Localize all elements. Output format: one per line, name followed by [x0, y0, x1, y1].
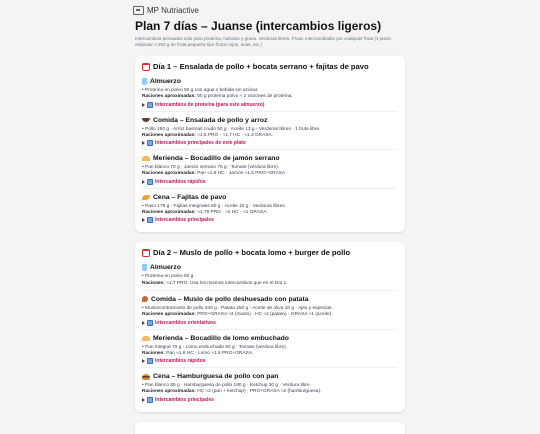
exchanges-link-text: Intercambios rápidos: [155, 178, 206, 185]
day-title: [142, 248, 397, 257]
meal-title: [142, 296, 397, 303]
rations-label: Raciones aproximadas:: [142, 94, 196, 100]
page-title: Plan 7 días – Juanse (intercambios ligeros): [135, 19, 382, 33]
laptop-icon: [133, 6, 144, 15]
meal-section: [142, 189, 397, 227]
meal-title: [142, 194, 397, 201]
sandwich-icon: [142, 336, 150, 341]
meal-title-text: Cena – Hamburguesa de pollo con pan: [153, 373, 279, 381]
day-card: [135, 242, 405, 411]
meal-section: [142, 368, 397, 406]
meal-rations: [142, 94, 397, 100]
rations-value: ≈1,75 PRO · ≈2 HC · ≈1 GRASA.: [197, 210, 268, 216]
meal-ingredients: • Muslo/contramuslo de pollo 340 g · Patata 250 g · Aceite de oliva 10 g · Ajito y especias.: [142, 305, 333, 311]
burger-icon: [142, 374, 150, 380]
exchanges-link-text: Intercambios principales: [155, 396, 214, 403]
rations-value: ≈1,7 PRO. Usa los mismos intercambios que en el Día 1.: [166, 280, 288, 286]
meal-ingredients: • Pavo 175 g · Fajitas integrales 60 g · Aceite 10 g · Verduras libres.: [142, 203, 287, 209]
rations-value: Pan ≈1,8 HC · Lomo ≈1,5 PRO+GRASA.: [166, 350, 254, 356]
calendar-icon: [142, 63, 150, 71]
exchanges-toggle[interactable]: [142, 397, 397, 403]
exchanges-link-text: Intercambios de proteína (para este almuerzo): [155, 101, 265, 108]
refresh-icon: [147, 320, 153, 326]
meal-title-text: Merienda – Bocadillo de lomo embuchado: [153, 334, 289, 342]
meal-section: [142, 112, 397, 151]
meal-section: [142, 291, 397, 330]
calendar-icon: [142, 249, 150, 257]
meal-ingredients: • Pan integral 70 g · Lomo embuchado 60 g · Tomate (verdura libre).: [142, 344, 288, 350]
meal-rations: [142, 210, 397, 216]
refresh-icon: [147, 217, 153, 223]
rations-label: Raciones aproximadas:: [142, 171, 196, 177]
meal-title: [142, 373, 397, 380]
disclosure-triangle-icon: [142, 398, 145, 402]
meal-ingredients: • Proteína en polvo 50 g con agua o bebida sin azúcar.: [142, 88, 259, 93]
meal-section: [142, 150, 397, 189]
sandwich-icon: [142, 156, 150, 161]
rations-value: Pan ≈1,8 HC · Jamón ≈1,5 PRO+GRASA.: [197, 171, 287, 177]
meal-title-text: Merienda – Bocadillo de jamón serrano: [153, 155, 280, 163]
meal-title-text: Comida – Muslo de pollo deshuesado con patata: [151, 295, 309, 303]
disclosure-triangle-icon: [142, 218, 145, 222]
disclosure-triangle-icon: [142, 141, 145, 145]
exchanges-link-text: Intercambios principales de este plato: [155, 140, 246, 147]
intro-note: Intercambios pensados solo para proteína, hidratos y grasa. Verduras libres. Fruta: intercambiable por cualquier fruta (1 pieza estándar o 250 g de fruta pequeña tipo frutos rojos, uvas, etc.): [135, 36, 391, 47]
meal-title-text: Comida – Ensalada de pollo y arroz: [153, 116, 268, 124]
next-day-card: [135, 422, 405, 434]
rations-label: Raciones aproximadas:: [142, 210, 196, 216]
meal-title: [142, 155, 397, 162]
meal-title: [142, 117, 397, 124]
meal-title: [142, 264, 397, 271]
meal-ingredients: • Pan blanco 70 g · Jamón serrano 75 g · Tomate (verdura libre).: [142, 165, 280, 171]
refresh-icon: [147, 358, 153, 364]
disclosure-triangle-icon: [142, 180, 145, 184]
meal-rations: [142, 133, 397, 139]
day-title-text: Día 2 – Muslo de pollo + bocata lomo + burger de pollo: [153, 248, 351, 258]
meal-rations: [142, 171, 397, 177]
meal-title: [142, 78, 397, 85]
disclosure-triangle-icon: [142, 359, 145, 363]
meal-rations: [142, 312, 397, 318]
cup-icon: [142, 78, 147, 85]
day-title-text: Día 1 – Ensalada de pollo + bocata serrano + fajitas de pavo: [153, 62, 369, 71]
meal-section: [142, 259, 397, 291]
meal-title-text: Cena – Fajitas de pavo: [153, 193, 227, 201]
exchanges-toggle[interactable]: [142, 320, 397, 326]
rations-label: Raciones:: [142, 350, 165, 356]
day-card: [135, 56, 405, 232]
refresh-icon: [147, 102, 153, 108]
drumstick-icon: [142, 296, 148, 302]
exchanges-link-text: Intercambios principales: [155, 217, 214, 224]
disclosure-triangle-icon: [142, 321, 145, 325]
refresh-icon: [147, 397, 153, 403]
meal-section: [142, 73, 397, 112]
rations-value: 50 g proteína polvo ≈ 2 raciones de proteína.: [197, 94, 293, 100]
rations-label: Raciones aproximadas:: [142, 389, 196, 395]
exchanges-link-text: Intercambios rápidos: [155, 358, 206, 365]
meal-rations: [142, 389, 397, 395]
bowl-icon: [142, 118, 150, 122]
meal-section: [142, 330, 397, 369]
meal-title-text: Almuerzo: [150, 78, 181, 85]
rations-value: HC ≈2 (pan + ketchup) · PRO+GRASA ≈2 (hamburguesa).: [197, 389, 322, 395]
meal-rations: [142, 351, 397, 357]
meal-ingredients: • Pan blanco 85 g · Hamburguesa de pollo 180 g · Ketchup 30 g · Verdura libre.: [142, 383, 311, 389]
exchanges-toggle[interactable]: [142, 179, 397, 185]
rations-label: Raciones aproximadas:: [142, 132, 196, 138]
rations-label: Raciones aproximadas:: [142, 312, 196, 318]
meal-ingredients: • Pollo 150 g · Arroz basmati crudo 50 g · Aceite 13 g · Verduras libres · 1 fruta libre.: [142, 126, 321, 132]
day-title: [142, 62, 397, 71]
exchanges-toggle[interactable]: [142, 102, 397, 108]
cup-icon: [142, 264, 147, 271]
meal-ingredients: • Proteína en polvo 50 g.: [142, 274, 195, 280]
exchanges-link-text: Intercambios orientativos: [155, 319, 216, 326]
disclosure-triangle-icon: [142, 103, 145, 107]
meal-rations: [142, 281, 397, 287]
refresh-icon: [147, 140, 153, 146]
brand: [133, 6, 540, 15]
exchanges-toggle[interactable]: [142, 358, 397, 364]
rations-value: ≈1,5 PRO · ≈1,7 HC · ≈1,3 GRASA.: [197, 132, 274, 138]
wrap-icon: [142, 195, 150, 200]
exchanges-toggle[interactable]: [142, 140, 397, 146]
rations-label: Raciones:: [142, 280, 165, 286]
brand-name: MP Nutriactive: [147, 6, 199, 15]
meal-title: [142, 335, 397, 342]
refresh-icon: [147, 179, 153, 185]
meal-title-text: Almuerzo: [150, 264, 181, 272]
rations-value: PRO+GRASA ≈3 (muslo) · HC ≈2 (patata) · GRASA ≈1 (aceite).: [197, 312, 333, 318]
exchanges-toggle[interactable]: [142, 217, 397, 223]
